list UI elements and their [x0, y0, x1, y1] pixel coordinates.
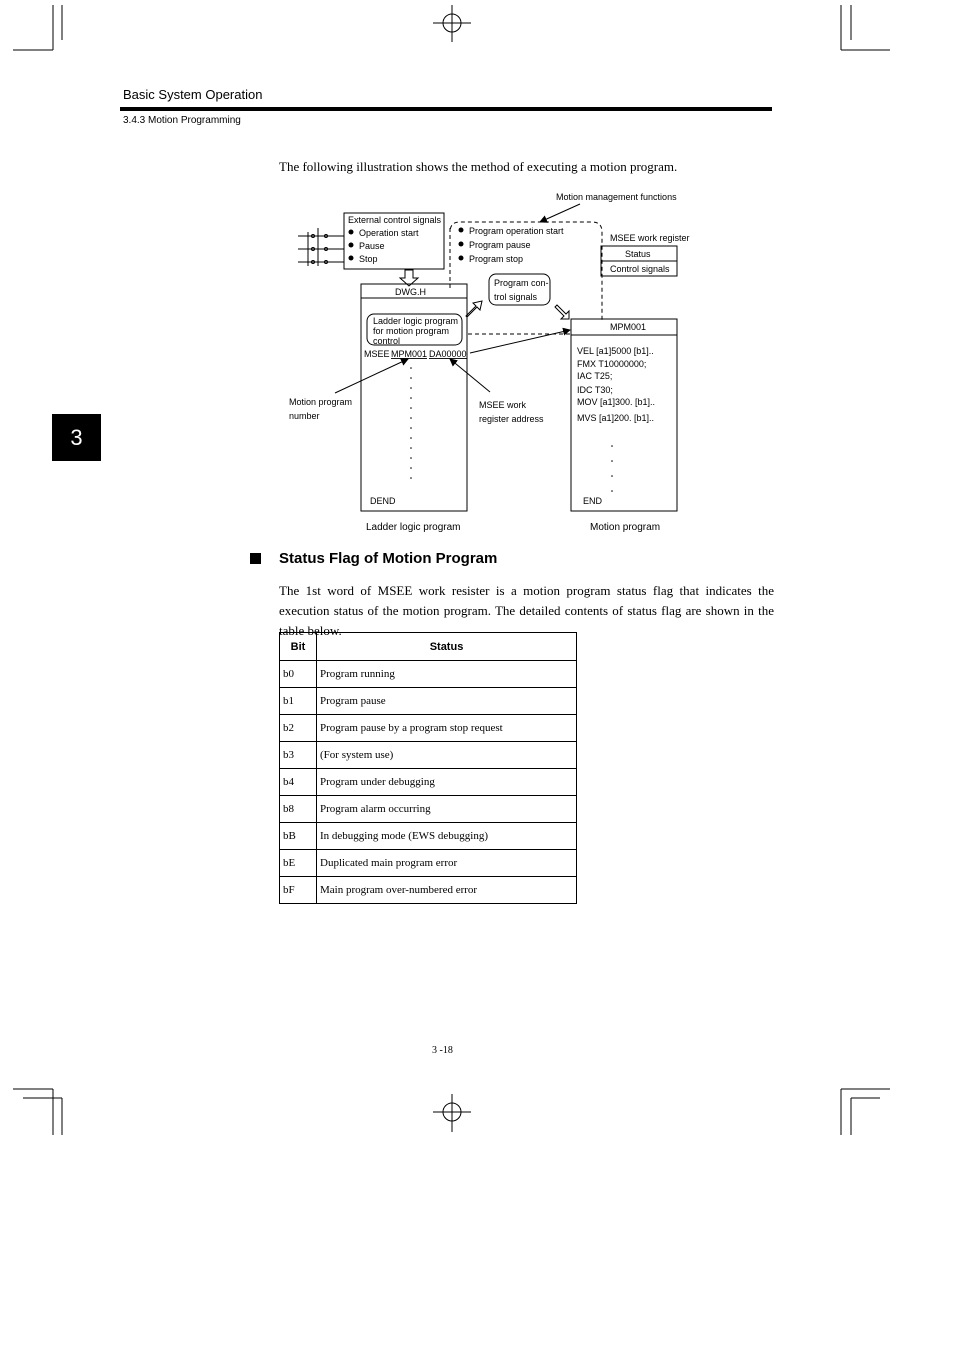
status-cell: (For system use) — [317, 742, 577, 769]
external-signal-item: Stop — [359, 254, 378, 264]
status-cell: Program pause — [317, 688, 577, 715]
section-title: Status Flag of Motion Program — [279, 550, 498, 567]
motion-program-caption: Motion program — [590, 522, 661, 533]
motion-program-line: MVS [a1]200. [b1].. — [577, 413, 655, 423]
external-signal-item: Pause — [359, 241, 385, 251]
header-title: Basic System Operation — [123, 87, 263, 102]
ladder-instr-mpm: MPM001 — [391, 349, 428, 359]
table-row — [280, 769, 577, 796]
bit-cell: bF — [280, 877, 317, 904]
table-header-row — [280, 633, 577, 661]
motion-program-line: MOV [a1]300. [b1].. — [577, 397, 656, 407]
status-cell: Program pause by a program stop request — [317, 715, 577, 742]
program-function-item: Program pause — [469, 240, 531, 250]
bit-cell: b1 — [280, 688, 317, 715]
motion-mgmt-label: Motion management functions — [556, 192, 677, 202]
program-control-signals-line: Program con- — [494, 278, 549, 288]
msee-work-address-label: MSEE work — [479, 400, 527, 410]
table-row — [280, 850, 577, 877]
msee-work-register-title: MSEE work register — [610, 233, 690, 243]
bit-cell: bE — [280, 850, 317, 877]
motion-program-line: VEL [a1]5000 [b1].. — [577, 346, 654, 356]
msee-work-address-arrow — [450, 359, 490, 392]
status-cell: Duplicated main program error — [317, 850, 577, 877]
motion-continuation-dots — [611, 445, 613, 492]
table-row — [280, 823, 577, 850]
ladder-caption: Ladder logic program — [366, 522, 461, 533]
motion-mgmt-arrow — [540, 204, 580, 222]
status-flag-table — [279, 632, 577, 904]
intro-text: The following illustration shows the method of executing a motion program. — [279, 159, 678, 174]
external-signal-item: Operation start — [359, 228, 419, 238]
chapter-tab: 3 — [52, 414, 101, 461]
program-function-item: Program stop — [469, 254, 524, 264]
ladder-instr-da: DA00000 — [429, 349, 467, 359]
table-row — [280, 661, 577, 688]
bit-cell: b8 — [280, 796, 317, 823]
status-cell: Main program over-numbered error — [317, 877, 577, 904]
bit-cell: bB — [280, 823, 317, 850]
bit-cell: b3 — [280, 742, 317, 769]
motion-program-number-arrow — [335, 359, 408, 393]
section-body: The 1st word of MSEE work resister is a motion program status flag that indicates the execution status of the motion program. The detailed contents of status flag are shown in the table below. — [279, 583, 774, 638]
ladder-callout-line: for motion program — [373, 326, 450, 336]
table-row — [280, 877, 577, 904]
table-row — [280, 796, 577, 823]
ladder-callout-line: Ladder logic program — [373, 316, 459, 326]
down-right-hollow-arrow — [555, 305, 569, 319]
msee-row-control: Control signals — [610, 264, 670, 274]
ladder-continuation-dots — [410, 367, 412, 479]
ladder-instr-msee: MSEE — [364, 349, 390, 359]
motion-program-line: IDC T30; — [577, 385, 613, 395]
program-control-signals-line: trol signals — [494, 292, 538, 302]
section-bullet — [250, 553, 261, 564]
da-to-mpm-arrow — [470, 330, 570, 353]
motion-program-number-label: number — [289, 411, 320, 421]
table-row — [280, 688, 577, 715]
msee-row-status: Status — [625, 249, 651, 259]
status-cell: Program alarm occurring — [317, 796, 577, 823]
external-signals-title: External control signals — [348, 215, 442, 225]
bit-cell: b2 — [280, 715, 317, 742]
status-cell: Program under debugging — [317, 769, 577, 796]
up-right-hollow-arrow — [466, 301, 482, 317]
table-row — [280, 742, 577, 769]
motion-program-diagram — [0, 0, 954, 560]
motion-program-number-label: Motion program — [289, 397, 353, 407]
msee-work-address-label: register address — [479, 414, 544, 424]
ladder-header: DWG.H — [395, 287, 426, 297]
table-row — [280, 715, 577, 742]
motion-program-line: IAC T25; — [577, 371, 613, 381]
motion-program-line: FMX T10000000; — [577, 359, 647, 369]
status-cell: Program running — [317, 661, 577, 688]
header-subsection: 3.4.3 Motion Programming — [123, 115, 241, 126]
switch-symbols — [298, 228, 344, 266]
motion-program-header: MPM001 — [610, 322, 647, 332]
table-header-bit: Bit — [280, 633, 317, 661]
ladder-end: DEND — [370, 496, 396, 506]
motion-program-end: END — [583, 496, 603, 506]
status-cell: In debugging mode (EWS debugging) — [317, 823, 577, 850]
table-header-status: Status — [317, 633, 577, 661]
ladder-callout-line: control — [373, 336, 401, 346]
page-number: 3 -18 — [432, 1045, 453, 1056]
program-function-item: Program operation start — [469, 226, 564, 236]
bit-cell: b0 — [280, 661, 317, 688]
bit-cell: b4 — [280, 769, 317, 796]
